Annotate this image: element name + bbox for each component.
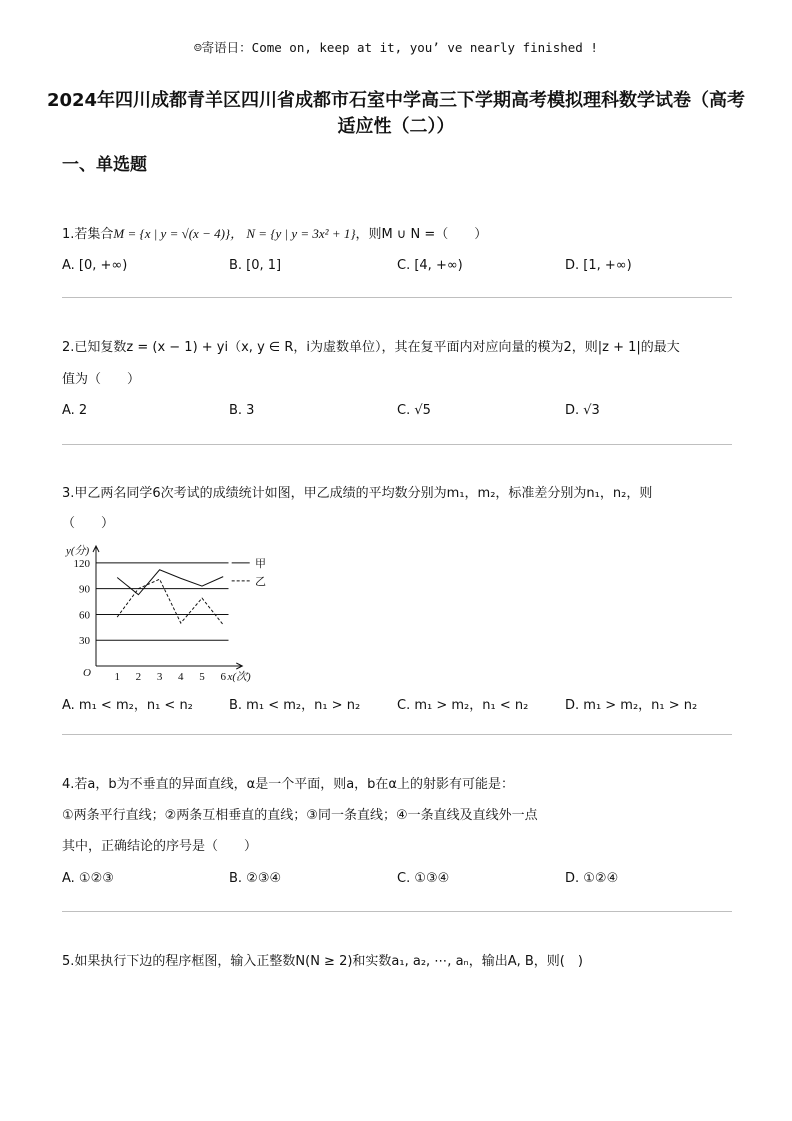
question-4-options <box>62 871 732 893</box>
motto-header: ☺寄语日：Come on, keep at it, you’ ve nearly finished ! <box>194 40 598 55</box>
question-2-options <box>62 403 732 425</box>
y-tick-label-60: 60 <box>79 609 90 622</box>
q2-stem-line-2: 值为（ ） <box>62 372 141 387</box>
q4-option-a[interactable]: A. ①②③ <box>62 871 114 886</box>
x-tick-label-2: 2 <box>135 671 142 683</box>
origin-label: O <box>83 667 91 679</box>
q3-option-d[interactable]: D. m₁ > m₂，n₁ > n₂ <box>565 698 698 713</box>
y-tick-label-120: 120 <box>73 557 90 570</box>
question-3-stem <box>62 484 732 534</box>
divider <box>62 297 732 298</box>
q5-stem-line-1: 5.如果执行下边的程序框图，输入正整数N(N ≥ 2)和实数a₁, a₂, ⋯, aₙ，输出A, B，则( ) <box>62 954 583 969</box>
q1-option-d[interactable]: D. [1, +∞) <box>565 258 632 273</box>
series-line-jia <box>117 570 223 595</box>
q2-option-a[interactable]: A. 2 <box>62 403 88 418</box>
x-tick-label-6: 6 <box>220 671 226 683</box>
divider <box>62 911 732 912</box>
q2-option-b[interactable]: B. 3 <box>229 403 255 418</box>
x-tick-label-3: 3 <box>156 671 163 683</box>
section-heading: 一、单选题 <box>62 155 147 175</box>
q1-option-a[interactable]: A. [0, +∞) <box>62 258 128 273</box>
q1-stem-math: M = {x | y = √(x − 4)}， N = {y | y = 3x² + 1} <box>113 226 356 241</box>
q3-option-b[interactable]: B. m₁ < m₂，n₁ > n₂ <box>229 698 361 713</box>
q4-stem-line-2: ①两条平行直线；②两条互相垂直的直线；③同一条直线；④一条直线及直线外一点 <box>62 808 538 823</box>
q2-stem-line-1: 2.已知复数z = (x − 1) + yi（x, y ∈ R，i为虚数单位），其在复平面内对应向量的模为2，则|z + 1|的最大 <box>62 340 680 355</box>
question-1-stem <box>62 224 732 245</box>
q2-option-c[interactable]: C. √5 <box>397 403 431 418</box>
divider <box>62 444 732 445</box>
q4-option-c[interactable]: C. ①③④ <box>397 871 450 886</box>
x-tick-label-5: 5 <box>199 671 205 683</box>
q3-option-a[interactable]: A. m₁ < m₂，n₁ < n₂ <box>62 698 193 713</box>
q4-option-d[interactable]: D. ①②④ <box>565 871 619 886</box>
question-2-stem <box>62 338 732 390</box>
q2-option-d[interactable]: D. √3 <box>565 403 600 418</box>
y-tick-label-30: 30 <box>79 635 90 648</box>
x-axis-label: x(次) <box>227 671 251 683</box>
y-tick-label-90: 90 <box>79 583 90 596</box>
q4-stem-line-1: 4.若a，b为不垂直的异面直线，α是一个平面，则a，b在α上的射影有可能是： <box>62 777 514 792</box>
q1-option-c[interactable]: C. [4, +∞) <box>397 258 463 273</box>
q4-stem-line-3: 其中，正确结论的序号是（ ） <box>62 839 258 854</box>
exam-title: 2024年四川成都青羊区四川省成都市石室中学高三下学期高考模拟理科数学试卷（高考适应性（二）） <box>46 90 746 137</box>
question-1-options <box>62 258 732 280</box>
q1-option-b[interactable]: B. [0, 1] <box>229 258 282 273</box>
divider <box>62 734 732 735</box>
question-3-options <box>62 694 732 716</box>
q1-stem-prefix: 1.若集合 <box>62 227 114 242</box>
y-axis-label: y(分) <box>66 545 90 557</box>
q4-option-b[interactable]: B. ②③④ <box>229 871 282 886</box>
q3-option-c[interactable]: C. m₁ > m₂，n₁ < n₂ <box>397 698 529 713</box>
q3-stem-line-1: 3.甲乙两名同学6次考试的成绩统计如图，甲乙成绩的平均数分别为m₁，m₂，标准差分别为n₁，n₂，则 <box>62 486 653 501</box>
score-line-chart <box>60 538 280 688</box>
q3-stem-line-2: （ ） <box>62 516 115 531</box>
question-4-stem <box>62 775 732 857</box>
q1-stem-suffix: ，则M ∪ N =（ ） <box>355 227 488 242</box>
series-line-yi <box>117 579 223 625</box>
legend-label-jia: 甲 <box>255 557 266 570</box>
x-tick-label-1: 1 <box>114 671 120 683</box>
x-tick-label-4: 4 <box>178 671 184 683</box>
legend-label-yi: 乙 <box>255 575 266 588</box>
question-5-stem <box>62 952 732 972</box>
